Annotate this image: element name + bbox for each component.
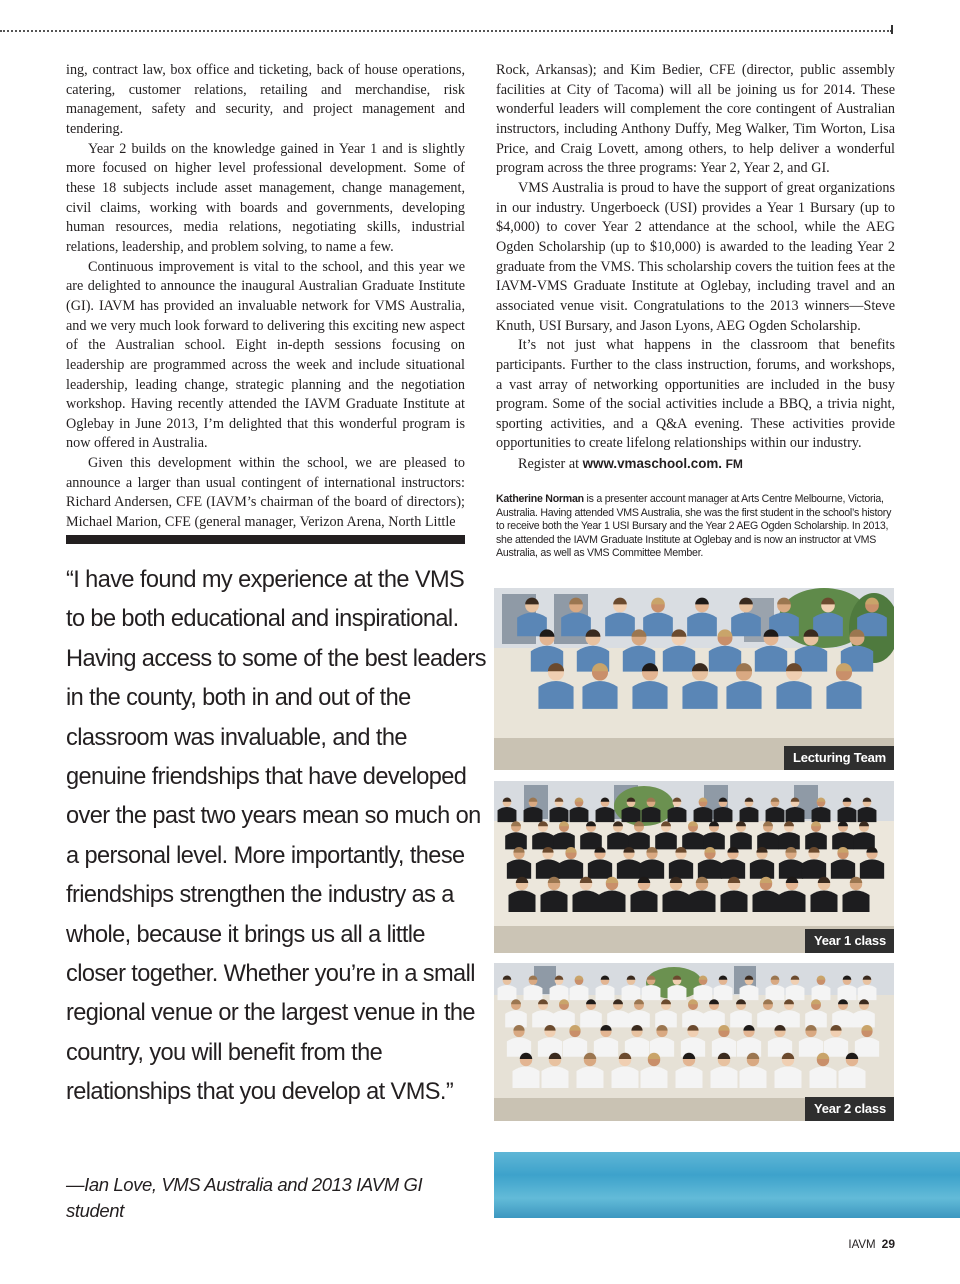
person-shirt xyxy=(698,859,722,878)
person-shirt xyxy=(599,891,626,913)
person-shirt xyxy=(753,891,780,913)
person-shirt xyxy=(681,1037,705,1056)
person-shirt xyxy=(703,832,725,849)
person-shirt xyxy=(721,859,745,878)
person-shirt xyxy=(541,891,568,913)
article-paragraph: Given this development within the school, we are pleased to announce a larger than usual contingent of international instructors: Richard Andersen, CFE (IAVM’s chairman of the board of directors); Michael Marion, CFE (general manager, Verizon Arena, North Little xyxy=(66,455,465,531)
person-shirt xyxy=(813,613,843,637)
person-shirt xyxy=(779,859,803,878)
person-shirt xyxy=(757,1010,779,1027)
photo-lecturing-team xyxy=(494,588,894,770)
person-shirt xyxy=(682,681,717,709)
person-shirt xyxy=(802,859,826,878)
photo-caption: Year 1 class xyxy=(805,929,894,953)
person-shirt xyxy=(559,859,583,878)
person-shirt xyxy=(505,832,527,849)
person-shirt xyxy=(726,681,761,709)
person-shirt xyxy=(811,891,838,913)
person-shirt xyxy=(631,891,658,913)
article-column-left xyxy=(66,61,465,533)
person-shirt xyxy=(832,832,854,849)
person-shirt xyxy=(689,891,716,913)
person-shirt xyxy=(612,1067,639,1089)
person-shirt xyxy=(553,832,575,849)
person-shirt xyxy=(580,832,602,849)
person-shirt xyxy=(714,807,733,822)
person-shirt xyxy=(812,985,831,1000)
person-shirt xyxy=(812,807,831,822)
person-shirt xyxy=(831,859,855,878)
person-shirt xyxy=(550,807,569,822)
person-shirt xyxy=(858,985,877,1000)
person-shirt xyxy=(776,681,811,709)
person-shirt xyxy=(655,832,677,849)
article-paragraph: VMS Australia is proud to have the support of great organizations in our industry. Ungerboeck (USI) provides a Year 1 Bursary (up to $4,000) to cover Year 2 attendance at the school, while the AEG Ogden Scholarship (up to $10,000) is awarded to the leading Year 2 graduate from the VMS. This scholarship covers the tuition fees at the IAVM-VMS Graduate Institute at Oglebay, including travel and an associated venue visit. Congratulations to the 2013 winners—Steve Knuth, USI Bursary, and Jason Lyons, AEG Ogden Scholarship. xyxy=(496,179,895,334)
person-shirt xyxy=(642,807,661,822)
person-shirt xyxy=(532,832,554,849)
register-line xyxy=(496,454,895,475)
person-shirt xyxy=(607,1010,629,1027)
person-shirt xyxy=(703,1010,725,1027)
person-shirt xyxy=(740,1067,767,1089)
pool-water-image xyxy=(494,1152,960,1218)
person-shirt xyxy=(676,1067,703,1089)
person-shirt xyxy=(509,891,536,913)
person-shirt xyxy=(755,646,787,672)
person-shirt xyxy=(839,1067,866,1089)
person-shirt xyxy=(640,859,664,878)
person-shirt xyxy=(799,1037,823,1056)
person-shirt xyxy=(607,832,629,849)
person-shirt xyxy=(596,807,615,822)
person-shirt xyxy=(594,1037,618,1056)
person-shirt xyxy=(577,1067,604,1089)
article-paragraph: Continuous improvement is vital to the school, and this year we are delighted to announce the inaugural Australian Graduate Institute (GI). IAVM has provided an invaluable network for VMS Australia, and we very much look forward to delivering this exciting new aspect of the Australian school. Eight in-depth sessions focusing on leadership are programmed across the week and include situational leadership, leading change, strategic planning and the negotiation workshop. Having recently attended the IAVM Graduate Institute at Oglebay in June 2013, I’m delighted that this wonderful program is now offered in Australia. xyxy=(66,258,465,452)
person-shirt xyxy=(778,1010,800,1027)
register-prefix: Register at xyxy=(518,456,583,473)
person-shirt xyxy=(655,1010,677,1027)
person-shirt xyxy=(628,832,650,849)
person-shirt xyxy=(617,859,641,878)
person-shirt xyxy=(669,859,693,878)
person-shirt xyxy=(766,807,785,822)
person-shirt xyxy=(538,1037,562,1056)
person-shirt xyxy=(805,832,827,849)
page-number: 29 xyxy=(881,1237,895,1251)
pull-quote: “I have found my experience at the VMS to be both educational and inspirational. Having access to some of the best leaders in the county, both in and out of the classroom was invaluable, and the genuine friendships that have developed over the past two years mean so much on a personal level. More importantly, these friendships strengthen the industry as a whole, because it brings us all a little closer together. Whether you’re in a small regional venue or the largest venue in the country, you will benefit from the relationships that you develop at VMS.” xyxy=(66,567,486,1106)
person-shirt xyxy=(838,807,857,822)
person-shirt xyxy=(663,891,690,913)
author-bio xyxy=(496,493,895,561)
person-shirt xyxy=(731,613,761,637)
person-shirt xyxy=(786,985,805,1000)
person-shirt xyxy=(588,859,612,878)
person-shirt xyxy=(663,646,695,672)
person-shirt xyxy=(858,807,877,822)
person-shirt xyxy=(750,859,774,878)
person-shirt xyxy=(570,807,589,822)
person-shirt xyxy=(642,985,661,1000)
end-mark: FM xyxy=(725,457,743,472)
person-shirt xyxy=(826,681,861,709)
person-shirt xyxy=(605,613,635,637)
person-shirt xyxy=(641,1067,668,1089)
person-shirt xyxy=(513,1067,540,1089)
person-shirt xyxy=(737,1037,761,1056)
person-shirt xyxy=(580,1010,602,1027)
person-shirt xyxy=(542,1067,569,1089)
person-shirt xyxy=(561,613,591,637)
article-column-right xyxy=(496,61,895,475)
person-shirt xyxy=(757,832,779,849)
pull-quote-attribution: —Ian Love, VMS Australia and 2013 IAVM GI student xyxy=(66,1174,423,1221)
photo-caption: Lecturing Team xyxy=(784,746,894,770)
person-shirt xyxy=(505,1010,527,1027)
person-shirt xyxy=(536,859,560,878)
person-shirt xyxy=(810,1067,837,1089)
article-paragraph: Year 2 builds on the knowledge gained in Year 1 and is slightly more focused on higher level professional development. Some of these 18 subjects include asset management, change management, civil claims, working with boards and governments, developing human resources, media relations, negotiating skills, industrial relations, leadership, and problem solving, to name a few. xyxy=(66,140,465,255)
person-shirt xyxy=(682,832,704,849)
person-shirt xyxy=(622,985,641,1000)
person-shirt xyxy=(766,985,785,1000)
person-shirt xyxy=(694,985,713,1000)
person-shirt xyxy=(632,681,667,709)
pull-quote-rule xyxy=(66,535,465,544)
person-shirt xyxy=(721,891,748,913)
author-bio-text: is a presenter account manager at Arts Centre Melbourne, Victoria, Australia. Having attended VMS Australia, she was the first student in the school’s history to receive both the Year 1 USI Bursary and the Year 2 AEG Ogden Scholarship. In 2013, she attended the IAVM Graduate Institute at Oglebay and is now an instructor at VMS Australia, as well as VMS Committee Member. xyxy=(496,493,892,560)
person-shirt xyxy=(573,891,600,913)
person-shirt xyxy=(628,1010,650,1027)
person-shirt xyxy=(507,859,531,878)
person-shirt xyxy=(668,985,687,1000)
footer-publication: IAVM xyxy=(848,1239,876,1251)
photo-year-2-class xyxy=(494,963,894,1121)
person-shirt xyxy=(779,891,806,913)
person-shirt xyxy=(855,1037,879,1056)
photo-year-1-class xyxy=(494,781,894,953)
person-shirt xyxy=(824,1037,848,1056)
person-shirt xyxy=(832,1010,854,1027)
person-shirt xyxy=(730,832,752,849)
top-rule-end-tick xyxy=(891,25,893,34)
person-shirt xyxy=(853,1010,875,1027)
page-footer xyxy=(848,1237,895,1251)
register-link[interactable]: www.vmaschool.com. xyxy=(582,456,723,472)
person-shirt xyxy=(786,807,805,822)
person-shirt xyxy=(596,985,615,1000)
person-shirt xyxy=(714,985,733,1000)
person-shirt xyxy=(498,985,517,1000)
photo-caption: Year 2 class xyxy=(805,1097,894,1121)
person-shirt xyxy=(694,807,713,822)
article-paragraph: ing, contract law, box office and ticketing, back of house operations, catering, customer relations, retailing and merchandise, risk management, safety and security, and project management and tendering. xyxy=(66,62,465,137)
person-shirt xyxy=(860,859,884,878)
person-shirt xyxy=(563,1037,587,1056)
person-shirt xyxy=(687,613,717,637)
person-shirt xyxy=(730,1010,752,1027)
person-shirt xyxy=(805,1010,827,1027)
person-shirt xyxy=(843,891,870,913)
top-dotted-rule xyxy=(0,30,892,32)
person-shirt xyxy=(711,1067,738,1089)
person-shirt xyxy=(643,613,673,637)
person-shirt xyxy=(740,985,759,1000)
person-shirt xyxy=(538,681,573,709)
person-shirt xyxy=(775,1067,802,1089)
article-paragraph: It’s not just what happens in the classroom that benefits participants. Further to the class instruction, forums, and workshops, a vast array of networking opportunities are included in the busy program. Some of the social activities include a BBQ, a trivia night, sporting activities, and a Q&A evening. These activities provide opportunities to create lifelong relationships within our industry. xyxy=(496,337,895,452)
person-shirt xyxy=(625,1037,649,1056)
person-shirt xyxy=(778,832,800,849)
person-shirt xyxy=(622,807,641,822)
person-shirt xyxy=(550,985,569,1000)
person-shirt xyxy=(498,807,517,822)
article-paragraph: Rock, Arkansas); and Kim Bedier, CFE (director, public assembly facilities at City of Tacoma) will all be joining us for 2014. These wonderful leaders will complement the core contingent of Australian instructors, including Anthony Duffy, Meg Walker, Tim Worton, Lisa Price, and Craig Lovett, among others, to help deliver a wonderful program across the three programs: Year 2, Year 2, and GI. xyxy=(496,62,895,177)
person-shirt xyxy=(709,646,741,672)
person-shirt xyxy=(668,807,687,822)
person-shirt xyxy=(524,985,543,1000)
person-shirt xyxy=(582,681,617,709)
person-shirt xyxy=(570,985,589,1000)
person-shirt xyxy=(838,985,857,1000)
person-shirt xyxy=(524,807,543,822)
person-shirt xyxy=(740,807,759,822)
person-shirt xyxy=(553,1010,575,1027)
person-shirt xyxy=(532,1010,554,1027)
person-shirt xyxy=(682,1010,704,1027)
author-name: Katherine Norman xyxy=(496,493,584,505)
person-shirt xyxy=(853,832,875,849)
